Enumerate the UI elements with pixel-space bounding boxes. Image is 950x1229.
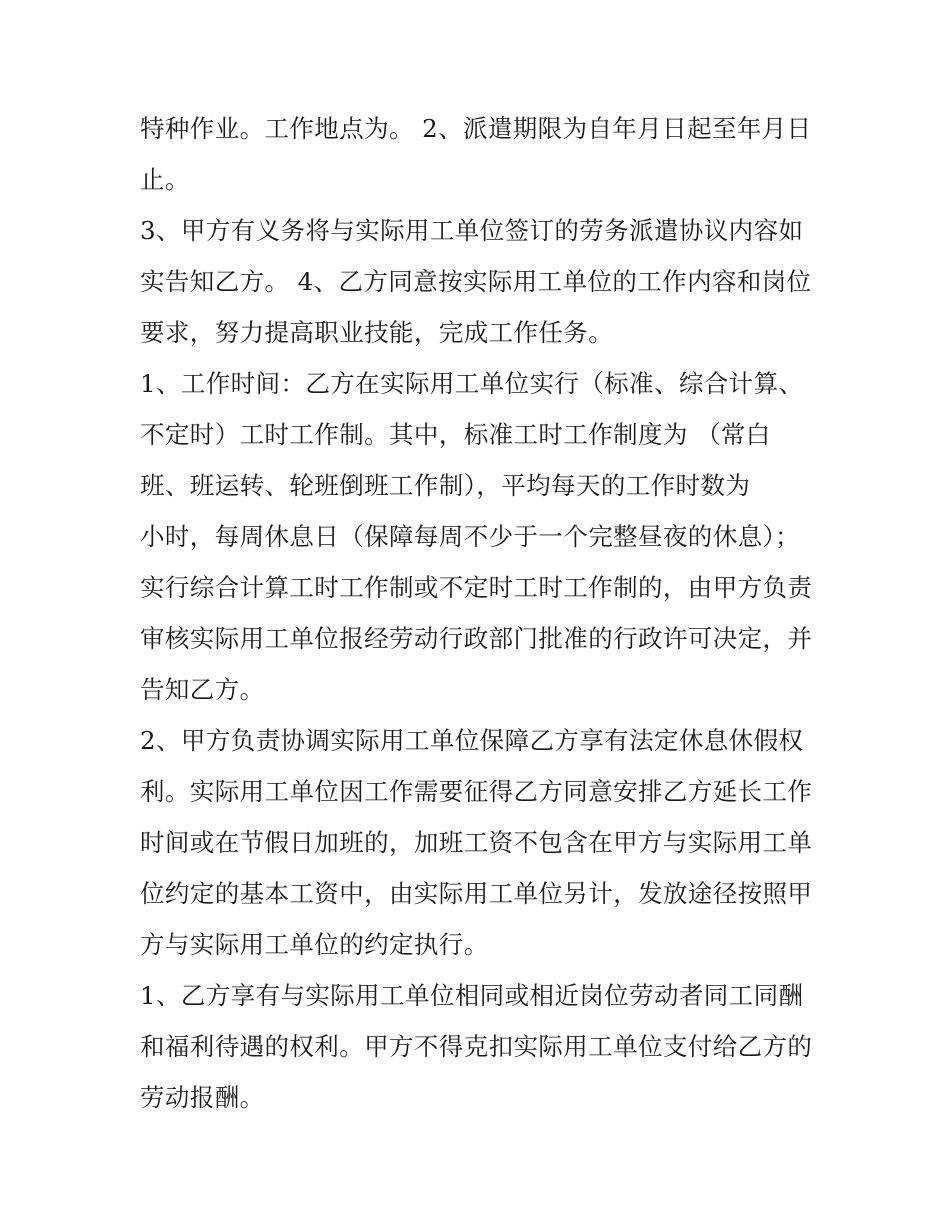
text-line: 1、乙方享有与实际用工单位相同或相近岗位劳动者同工同酬 [140, 981, 804, 1010]
text-line: 特种作业。工作地点为。 2、派遣期限为自年月日起至年月日 [140, 114, 812, 143]
text-line: 2、甲方负责协调实际用工单位保障乙方享有法定休息休假权 [140, 726, 804, 755]
text-line: 要求，努力提高职业技能，完成工作任务。 [140, 318, 614, 347]
text-line: 时间或在节假日加班的，加班工资不包含在甲方与实际用工单 [140, 828, 813, 857]
text-line: 告知乙方。 [140, 675, 265, 704]
text-line: 1、工作时间：乙方在实际用工单位实行（标准、综合计算、 [140, 369, 804, 398]
text-line: 止。 [140, 165, 190, 194]
text-line: 3、甲方有义务将与实际用工单位签订的劳务派遣协议内容如 [140, 216, 804, 245]
text-line: 劳动报酬。 [140, 1083, 265, 1112]
text-line: 和福利待遇的权利。甲方不得克扣实际用工单位支付给乙方的 [140, 1032, 813, 1061]
text-line: 小时，每周休息日（保障每周不少于一个完整昼夜的休息）； [140, 522, 801, 551]
text-line: 实行综合计算工时工作制或不定时工时工作制的，由甲方负责 [140, 573, 813, 602]
text-line: 实告知乙方。 4、乙方同意按实际用工单位的工作内容和岗位 [140, 267, 812, 296]
text-line: 班、班运转、轮班倒班工作制），平均每天的工作时数为 [140, 471, 751, 500]
text-line: 利。实际用工单位因工作需要征得乙方同意安排乙方延长工作 [140, 777, 813, 806]
text-line: 审核实际用工单位报经劳动行政部门批准的行政许可决定，并 [140, 624, 813, 653]
text-line: 方与实际用工单位的约定执行。 [140, 930, 489, 959]
text-line: 位约定的基本工资中，由实际用工单位另计，发放途径按照甲 [140, 879, 813, 908]
text-line: 不定时）工时工作制。其中，标准工时工作制度为 （常白 [140, 420, 771, 449]
